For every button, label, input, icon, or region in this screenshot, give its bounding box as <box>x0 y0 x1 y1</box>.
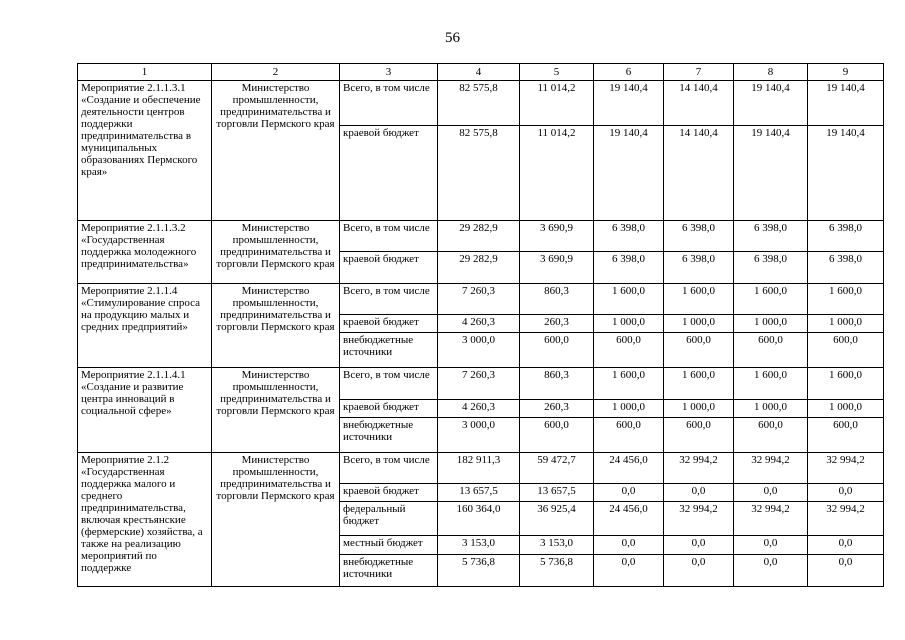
value-cell: 260,3 <box>520 400 594 418</box>
value-cell: 1 600,0 <box>664 284 734 315</box>
value-cell: 82 575,8 <box>438 126 520 221</box>
value-cell: 1 000,0 <box>664 315 734 333</box>
funding-source-cell: внебюджетные источники <box>340 418 438 453</box>
page-number: 56 <box>445 30 460 46</box>
value-cell: 860,3 <box>520 368 594 400</box>
activity-cell: Мероприятие 2.1.1.4 «Стимулирование спроса на продукцию малых и средних предприятий» <box>78 284 212 368</box>
value-cell: 14 140,4 <box>664 126 734 221</box>
value-cell: 1 600,0 <box>808 368 884 400</box>
value-cell: 19 140,4 <box>734 81 808 126</box>
funding-source-cell: федеральный бюджет <box>340 502 438 536</box>
value-cell: 1 000,0 <box>594 400 664 418</box>
activity-cell: Мероприятие 2.1.1.3.2 «Государственная поддержка молодежного предпринимательства» <box>78 221 212 284</box>
value-cell: 1 600,0 <box>594 284 664 315</box>
header-cell: 1 <box>78 64 212 81</box>
funding-table <box>77 63 884 587</box>
executor-cell: Министерство промышленности, предпринимательства и торговли Пермского края <box>212 368 340 453</box>
header-cell: 6 <box>594 64 664 81</box>
value-cell: 5 736,8 <box>520 555 594 587</box>
value-cell: 3 153,0 <box>520 536 594 555</box>
value-cell: 5 736,8 <box>438 555 520 587</box>
value-cell: 13 657,5 <box>438 484 520 502</box>
funding-source-cell: краевой бюджет <box>340 252 438 284</box>
value-cell: 11 014,2 <box>520 81 594 126</box>
value-cell: 160 364,0 <box>438 502 520 536</box>
value-cell: 32 994,2 <box>734 502 808 536</box>
value-cell: 600,0 <box>808 333 884 368</box>
value-cell: 1 000,0 <box>808 315 884 333</box>
value-cell: 24 456,0 <box>594 502 664 536</box>
value-cell: 14 140,4 <box>664 81 734 126</box>
activity-cell: Мероприятие 2.1.2 «Государственная поддержка малого и среднего предпринимательства, включая крестьянские (фермерские) хозяйства, а также на реализацию мероприятий по поддержке <box>78 453 212 587</box>
value-cell: 29 282,9 <box>438 252 520 284</box>
value-cell: 32 994,2 <box>808 453 884 484</box>
header-cell: 5 <box>520 64 594 81</box>
value-cell: 32 994,2 <box>664 453 734 484</box>
value-cell: 1 000,0 <box>594 315 664 333</box>
activity-cell: Мероприятие 2.1.1.3.1 «Создание и обеспечение деятельности центров поддержки предпринимательства в муниципальных образованиях Пермского края» <box>78 81 212 221</box>
value-cell: 600,0 <box>664 418 734 453</box>
value-cell: 600,0 <box>664 333 734 368</box>
table-row <box>78 453 884 484</box>
header-cell: 8 <box>734 64 808 81</box>
value-cell: 6 398,0 <box>808 252 884 284</box>
executor-cell: Министерство промышленности, предпринимательства и торговли Пермского края <box>212 81 340 221</box>
funding-source-cell: местный бюджет <box>340 536 438 555</box>
value-cell: 3 690,9 <box>520 221 594 252</box>
value-cell: 4 260,3 <box>438 400 520 418</box>
table-row <box>78 368 884 400</box>
value-cell: 1 600,0 <box>664 368 734 400</box>
header-cell: 7 <box>664 64 734 81</box>
value-cell: 3 000,0 <box>438 418 520 453</box>
value-cell: 6 398,0 <box>664 221 734 252</box>
value-cell: 0,0 <box>594 484 664 502</box>
value-cell: 860,3 <box>520 284 594 315</box>
value-cell: 1 600,0 <box>594 368 664 400</box>
value-cell: 600,0 <box>594 418 664 453</box>
value-cell: 260,3 <box>520 315 594 333</box>
executor-cell: Министерство промышленности, предпринимательства и торговли Пермского края <box>212 221 340 284</box>
value-cell: 600,0 <box>734 333 808 368</box>
value-cell: 6 398,0 <box>594 252 664 284</box>
value-cell: 19 140,4 <box>808 126 884 221</box>
header-cell: 2 <box>212 64 340 81</box>
value-cell: 19 140,4 <box>594 81 664 126</box>
funding-source-cell: Всего, в том числе <box>340 368 438 400</box>
funding-source-cell: краевой бюджет <box>340 315 438 333</box>
funding-source-cell: Всего, в том числе <box>340 453 438 484</box>
value-cell: 0,0 <box>664 536 734 555</box>
value-cell: 6 398,0 <box>734 221 808 252</box>
value-cell: 59 472,7 <box>520 453 594 484</box>
activity-cell: Мероприятие 2.1.1.4.1 «Создание и развитие центра инноваций в социальной сфере» <box>78 368 212 453</box>
value-cell: 36 925,4 <box>520 502 594 536</box>
value-cell: 29 282,9 <box>438 221 520 252</box>
value-cell: 82 575,8 <box>438 81 520 126</box>
funding-source-cell: Всего, в том числе <box>340 284 438 315</box>
header-cell: 9 <box>808 64 884 81</box>
value-cell: 7 260,3 <box>438 368 520 400</box>
value-cell: 0,0 <box>594 536 664 555</box>
table-row <box>78 221 884 252</box>
value-cell: 1 000,0 <box>734 400 808 418</box>
value-cell: 19 140,4 <box>734 126 808 221</box>
table-row <box>78 284 884 315</box>
header-row <box>78 64 884 81</box>
funding-source-cell: краевой бюджет <box>340 484 438 502</box>
value-cell: 1 600,0 <box>808 284 884 315</box>
value-cell: 600,0 <box>520 333 594 368</box>
value-cell: 3 000,0 <box>438 333 520 368</box>
value-cell: 0,0 <box>594 555 664 587</box>
value-cell: 6 398,0 <box>734 252 808 284</box>
value-cell: 1 000,0 <box>664 400 734 418</box>
funding-source-cell: краевой бюджет <box>340 126 438 221</box>
value-cell: 0,0 <box>808 536 884 555</box>
value-cell: 1 000,0 <box>734 315 808 333</box>
value-cell: 0,0 <box>664 555 734 587</box>
value-cell: 0,0 <box>808 484 884 502</box>
value-cell: 0,0 <box>734 536 808 555</box>
value-cell: 1 600,0 <box>734 284 808 315</box>
header-cell: 3 <box>340 64 438 81</box>
value-cell: 0,0 <box>664 484 734 502</box>
value-cell: 0,0 <box>734 484 808 502</box>
funding-source-cell: Всего, в том числе <box>340 221 438 252</box>
value-cell: 3 153,0 <box>438 536 520 555</box>
value-cell: 24 456,0 <box>594 453 664 484</box>
funding-source-cell: внебюджетные источники <box>340 333 438 368</box>
value-cell: 6 398,0 <box>808 221 884 252</box>
value-cell: 0,0 <box>808 555 884 587</box>
value-cell: 600,0 <box>808 418 884 453</box>
executor-cell: Министерство промышленности, предпринимательства и торговли Пермского края <box>212 284 340 368</box>
value-cell: 32 994,2 <box>664 502 734 536</box>
value-cell: 1 600,0 <box>734 368 808 400</box>
value-cell: 6 398,0 <box>594 221 664 252</box>
value-cell: 32 994,2 <box>734 453 808 484</box>
value-cell: 182 911,3 <box>438 453 520 484</box>
table-row <box>78 81 884 126</box>
value-cell: 19 140,4 <box>808 81 884 126</box>
table-body <box>78 64 884 587</box>
value-cell: 600,0 <box>520 418 594 453</box>
executor-cell: Министерство промышленности, предпринимательства и торговли Пермского края <box>212 453 340 587</box>
funding-source-cell: Всего, в том числе <box>340 81 438 126</box>
value-cell: 13 657,5 <box>520 484 594 502</box>
value-cell: 1 000,0 <box>808 400 884 418</box>
value-cell: 600,0 <box>734 418 808 453</box>
value-cell: 11 014,2 <box>520 126 594 221</box>
value-cell: 0,0 <box>734 555 808 587</box>
header-cell: 4 <box>438 64 520 81</box>
value-cell: 600,0 <box>594 333 664 368</box>
value-cell: 3 690,9 <box>520 252 594 284</box>
funding-source-cell: краевой бюджет <box>340 400 438 418</box>
value-cell: 4 260,3 <box>438 315 520 333</box>
value-cell: 7 260,3 <box>438 284 520 315</box>
value-cell: 19 140,4 <box>594 126 664 221</box>
value-cell: 6 398,0 <box>664 252 734 284</box>
funding-source-cell: внебюджетные источники <box>340 555 438 587</box>
value-cell: 32 994,2 <box>808 502 884 536</box>
